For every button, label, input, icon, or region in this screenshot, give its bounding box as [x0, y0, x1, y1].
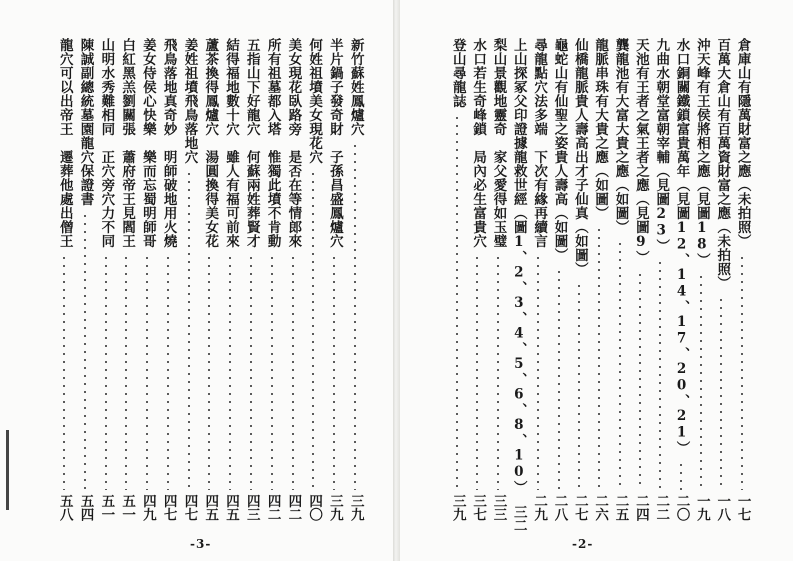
toc-entry-title: 九曲水朝堂富朝宰輔（見圖23）	[653, 38, 670, 253]
toc-entry-page: 四五	[223, 494, 239, 521]
toc-entry-title: 蘆茶換得鳳爐穴 湯圓換得美女花	[202, 38, 219, 248]
dot-leader	[558, 268, 560, 490]
toc-entry-title: 水口若生奇峰鎖 局內必生富貴穴	[470, 38, 487, 248]
dot-leader	[84, 212, 86, 490]
toc-entry-title: 結得福地數十穴 雖人有福可前來	[223, 38, 239, 248]
toc-entry-page: 四三	[243, 494, 260, 521]
toc-entry-page: 五一	[98, 494, 115, 521]
toc-entry-title: 尋龍點穴法多端 下次有緣再續言	[531, 38, 548, 248]
toc-entry[interactable]	[284, 38, 302, 521]
dot-leader	[250, 254, 252, 490]
dot-leader	[292, 254, 294, 490]
toc-entry[interactable]	[712, 38, 730, 521]
toc-entry[interactable]	[325, 38, 343, 521]
toc-entry-page: 一九	[693, 494, 710, 521]
toc-entry-page: 三七	[470, 494, 487, 521]
toc-entry[interactable]	[651, 38, 669, 521]
dot-leader	[680, 461, 682, 490]
toc-entry[interactable]	[529, 38, 547, 521]
toc-entry-title: 陳誠副總統墓園龍穴保證書	[77, 38, 94, 206]
toc-entry[interactable]	[304, 38, 322, 521]
toc-entry-page: 三九	[347, 494, 364, 521]
toc-entry-page: 二八	[551, 494, 568, 521]
toc-entry[interactable]	[509, 38, 527, 532]
dot-leader	[720, 296, 722, 490]
toc-entry[interactable]	[55, 38, 73, 521]
toc-columns-left	[55, 38, 364, 521]
toc-entry[interactable]	[117, 38, 135, 521]
toc-entry[interactable]	[631, 38, 649, 521]
toc-entry-title: 天池有王者之氣王者之應（見圖9）	[632, 38, 649, 265]
toc-columns-right	[448, 38, 751, 532]
toc-entry-page: 二二	[653, 494, 670, 521]
toc-entry[interactable]	[590, 38, 608, 521]
toc-entry[interactable]	[159, 38, 177, 521]
toc-entry-title: 白紅黑羔劉關張 蕭府帝王見閻王	[119, 38, 136, 248]
dot-leader	[63, 254, 65, 490]
toc-entry[interactable]	[200, 38, 218, 521]
right-page	[400, 0, 793, 561]
page-number-left: -3-	[190, 537, 212, 551]
toc-entry-page: 四五	[202, 494, 219, 521]
toc-entry-title: 姜女侍侯心快樂 樂而忘蜀明師哥	[139, 38, 156, 248]
toc-entry-title: 美女現花臥路旁 是否在等情郎來	[285, 38, 302, 248]
scan-edge-mark	[6, 430, 9, 510]
toc-entry-title: 山明水秀難相同 正穴旁穴力不同	[98, 38, 115, 248]
toc-entry-title: 龍脈串珠有大貴之應（如圖）	[592, 38, 609, 220]
dot-leader	[578, 282, 580, 490]
left-page	[0, 0, 394, 561]
toc-entry-page: 四二	[264, 494, 281, 521]
toc-entry[interactable]	[448, 38, 466, 521]
toc-entry-title: 上山探冢父印證據龍救世經（圖1、2、3、4、5、6、8、10）	[510, 38, 527, 495]
toc-entry-page: 五四	[77, 494, 94, 521]
toc-entry[interactable]	[76, 38, 94, 521]
toc-entry[interactable]	[550, 38, 568, 521]
toc-entry-title: 龍穴可以出帝王 遷葬他處出僧王	[56, 38, 73, 248]
dot-leader	[639, 271, 641, 491]
toc-entry-page: 四〇	[306, 494, 323, 521]
toc-entry-title: 飛鳥落地真奇妙 明師破地用火燒	[160, 38, 177, 248]
toc-entry-title: 登山尋龍誌	[449, 38, 466, 108]
dot-leader	[125, 254, 127, 490]
toc-entry[interactable]	[468, 38, 486, 521]
toc-entry-page: 三三	[490, 494, 507, 521]
toc-entry[interactable]	[138, 38, 156, 521]
toc-entry-title: 五指山下好龍穴 何蘇兩姓葬賢才	[243, 38, 260, 248]
dot-leader	[167, 254, 169, 490]
toc-entry-title: 半片鍋子發奇財 子孫昌盛鳳爐穴	[326, 38, 343, 248]
toc-entry[interactable]	[221, 38, 239, 521]
toc-entry-page: 四七	[160, 494, 177, 521]
toc-entry[interactable]	[672, 38, 690, 521]
dot-leader	[700, 273, 702, 490]
toc-entry-title: 梨山景觀地靈奇 家父愛得如玉璧	[490, 38, 507, 248]
toc-entry-page: 三九	[326, 494, 343, 521]
toc-entry-title: 仙橋龍脈貴人壽高出才子仙真（如圖）	[571, 38, 588, 276]
toc-entry-title: 何姓祖墳美女現花穴	[306, 38, 323, 164]
toc-entry-page: 四二	[285, 494, 302, 521]
toc-entry-title: 沖天峰有王侯將相之應（見圖18）	[693, 38, 710, 267]
book-gutter	[393, 0, 400, 561]
toc-entry-page: 二五	[612, 494, 629, 521]
toc-entry-page: 二六	[592, 494, 609, 521]
toc-entry-page: 五八	[56, 494, 73, 521]
toc-entry[interactable]	[97, 38, 115, 521]
dot-leader	[497, 254, 499, 490]
toc-entry-page: 三九	[449, 494, 466, 521]
toc-entry[interactable]	[692, 38, 710, 521]
dot-leader	[354, 142, 356, 490]
dot-leader	[146, 254, 148, 490]
dot-leader	[229, 254, 231, 490]
toc-entry[interactable]	[733, 38, 751, 521]
toc-entry-page: 五一	[119, 494, 136, 521]
toc-entry-title: 百萬大倉山有百萬資財富之應（未拍照）	[714, 38, 731, 290]
dot-leader	[537, 254, 539, 490]
toc-entry[interactable]	[346, 38, 364, 521]
toc-entry-page: 二四	[632, 494, 649, 521]
dot-leader	[312, 170, 314, 490]
dot-leader	[476, 254, 478, 490]
toc-entry-title: 龔龍池有大富大貴之應（如圖）	[612, 38, 629, 234]
toc-entry-title: 龜蛇山有仙聖之姿貴人壽高（如圖）	[551, 38, 568, 262]
dot-leader	[188, 170, 190, 490]
dot-leader	[456, 114, 458, 490]
toc-entry-page: 四九	[139, 494, 156, 521]
dot-leader	[105, 254, 107, 490]
toc-entry-page: 三二	[510, 504, 527, 532]
dot-leader	[208, 254, 210, 490]
page-number-right: -2-	[572, 537, 594, 551]
dot-leader	[659, 259, 661, 490]
toc-entry-page: 一七	[734, 494, 751, 521]
toc-entry-title: 所有祖墓都入塔 惟獨此墳不肯動	[264, 38, 281, 248]
toc-entry-page: 一八	[714, 494, 731, 521]
toc-entry[interactable]	[242, 38, 260, 521]
toc-entry-title: 倉庫山有隱萬財富之應（未拍照）	[734, 38, 751, 248]
toc-entry[interactable]	[570, 38, 588, 521]
toc-entry-title: 姜姓祖墳飛鳥落地穴	[181, 38, 198, 164]
toc-entry[interactable]	[489, 38, 507, 521]
toc-entry-page: 二七	[571, 494, 588, 521]
dot-leader	[333, 254, 335, 490]
dot-leader	[598, 226, 600, 490]
toc-entry-page: 二九	[531, 494, 548, 521]
toc-entry[interactable]	[263, 38, 281, 521]
toc-entry-page: 四七	[181, 494, 198, 521]
dot-leader	[619, 240, 621, 490]
dot-leader	[741, 254, 743, 490]
toc-entry-title: 水口銅關鐵鎖富貴萬年（見圖12、14、17、20、21）	[673, 38, 690, 455]
toc-entry[interactable]	[180, 38, 198, 521]
dot-leader	[271, 254, 273, 490]
toc-entry[interactable]	[611, 38, 629, 521]
toc-entry-title: 新竹蘇姓鳳爐穴	[347, 38, 364, 136]
toc-entry-page: 二〇	[673, 494, 690, 521]
